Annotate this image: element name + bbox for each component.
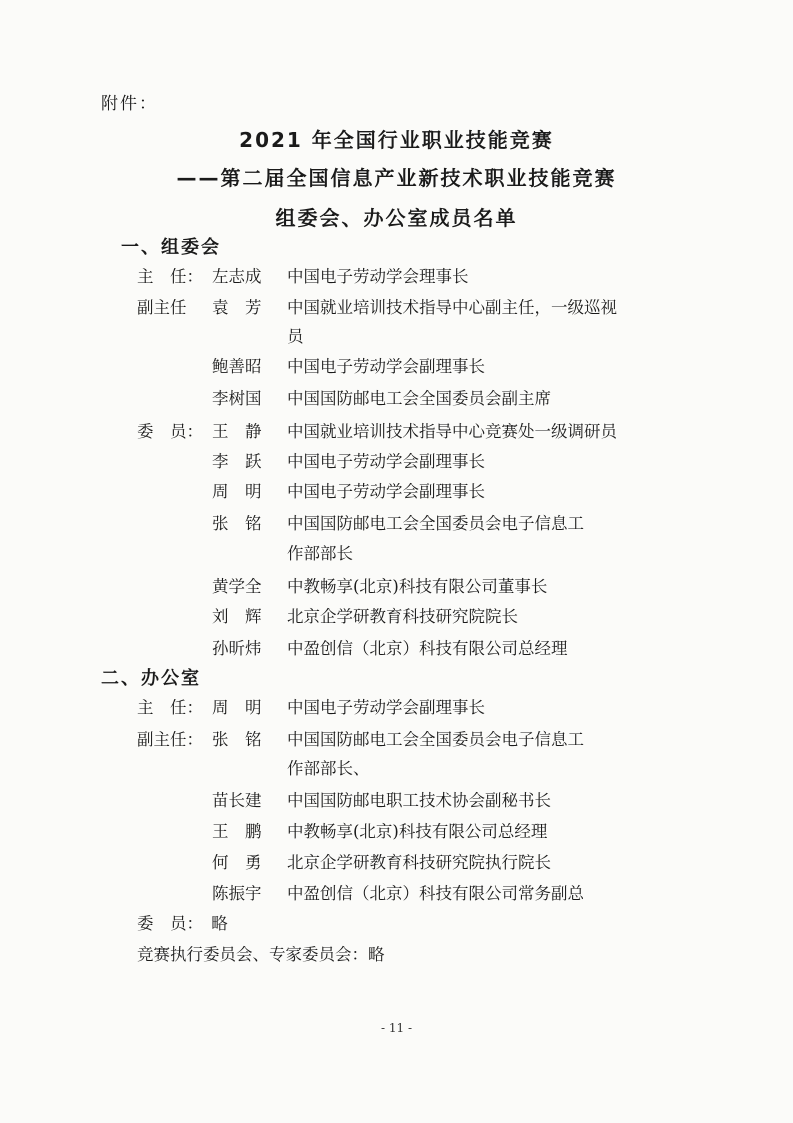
member-name: 李树国 — [212, 389, 262, 408]
member-desc: 北京企学研教育科技研究院执行院长 — [287, 853, 551, 872]
member-desc: 中国国防邮电工会全国委员会副主席 — [287, 389, 551, 408]
member-role: 主 任： — [137, 267, 203, 286]
member-desc: 中国就业培训技术指导中心副主任，一级巡视 — [287, 298, 617, 317]
member-desc: 北京企学研教育科技研究院院长 — [287, 607, 518, 626]
committee-note-line: 竞赛执行委员会、专家委员会：略 — [137, 945, 385, 964]
member-name: 苗长建 — [212, 791, 262, 810]
section-heading-committee: 一、组委会 — [121, 237, 221, 258]
title-line-2: ——第二届全国信息产业新技术职业技能竞赛 — [176, 166, 617, 190]
member-name: 何 勇 — [212, 853, 262, 872]
title-line-3: 组委会、办公室成员名单 — [275, 206, 518, 230]
section-heading-office: 二、办公室 — [101, 668, 201, 689]
member-name: 左志成 — [212, 267, 262, 286]
member-desc: 中国国防邮电工会全国委员会电子信息工 — [287, 514, 584, 533]
member-name: 李 跃 — [212, 452, 262, 471]
office-members-line: 委 员： 略 — [137, 914, 228, 933]
member-desc: 中国就业培训技术指导中心竞赛处一级调研员 — [287, 422, 617, 441]
member-name: 黄学全 — [212, 577, 262, 596]
member-name: 王 鹏 — [212, 822, 262, 841]
member-desc: 中国国防邮电职工技术协会副秘书长 — [287, 791, 551, 810]
member-desc: 中国国防邮电工会全国委员会电子信息工 — [287, 730, 584, 749]
page-number: - 11 - — [380, 1021, 412, 1035]
member-role: 委 员： — [137, 422, 203, 441]
member-desc: 中国电子劳动学会理事长 — [287, 267, 469, 286]
member-desc: 中盈创信（北京）科技有限公司总经理 — [287, 639, 568, 658]
title-line-1: 2021 年全国行业职业技能竞赛 — [239, 128, 554, 152]
member-desc: 中国电子劳动学会副理事长 — [287, 698, 485, 717]
member-desc: 中教畅享(北京)科技有限公司总经理 — [287, 822, 548, 841]
member-desc: 中教畅享(北京)科技有限公司董事长 — [287, 577, 548, 596]
member-desc: 作部部长、 — [287, 759, 370, 778]
member-name: 张 铭 — [212, 730, 262, 749]
member-desc: 中国电子劳动学会副理事长 — [287, 452, 485, 471]
member-name: 袁 芳 — [212, 298, 262, 317]
member-role: 副主任： — [137, 730, 203, 749]
member-desc: 中国电子劳动学会副理事长 — [287, 482, 485, 501]
member-name: 陈振宇 — [212, 884, 262, 903]
member-name: 周 明 — [212, 698, 262, 717]
member-desc: 作部部长 — [287, 544, 353, 563]
member-name: 王 静 — [212, 422, 262, 441]
member-name: 张 铭 — [212, 514, 262, 533]
member-desc: 员 — [287, 327, 304, 346]
member-desc: 中盈创信（北京）科技有限公司常务副总 — [287, 884, 584, 903]
member-name: 周 明 — [212, 482, 262, 501]
member-name: 刘 辉 — [212, 607, 262, 626]
member-name: 鲍善昭 — [212, 357, 262, 376]
member-role: 主 任： — [137, 698, 203, 717]
member-role: 副主任 — [137, 298, 187, 317]
member-name: 孙昕炜 — [212, 639, 262, 658]
member-desc: 中国电子劳动学会副理事长 — [287, 357, 485, 376]
attachment-label: 附件： — [101, 94, 158, 114]
